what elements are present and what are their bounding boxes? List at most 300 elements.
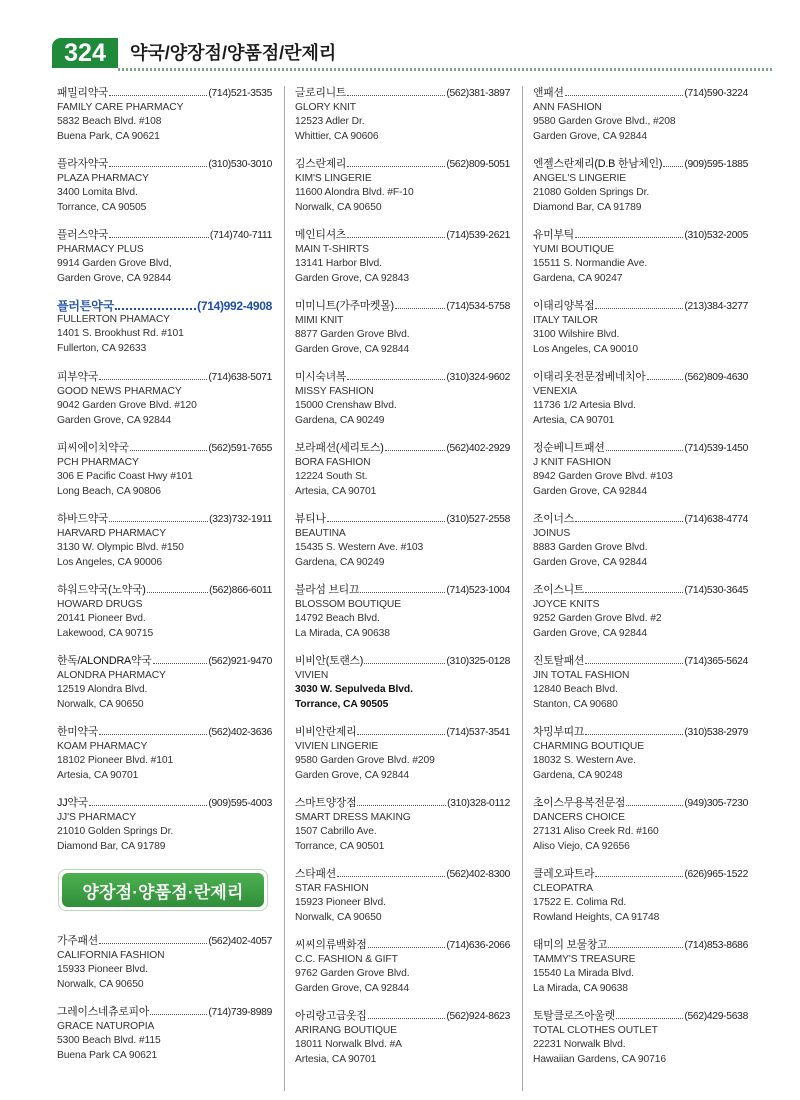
- listing-entry: [295, 512, 510, 583]
- city-state-zip: Garden Grove, CA 92844: [533, 556, 647, 568]
- business-name: 유미부틱: [533, 229, 574, 241]
- street-address: 9762 Garden Grove Blvd.: [295, 968, 410, 980]
- city-state-zip: Garden Grove, CA 92844: [57, 414, 171, 426]
- listing-header-line: [533, 441, 748, 456]
- business-name: 가주패션: [57, 935, 98, 947]
- phone-number: (562)591-7655: [208, 443, 272, 454]
- street-address: 11736 1/2 Artesia Blvd.: [533, 400, 636, 412]
- listing-entry: [295, 725, 510, 796]
- street-address: 21010 Golden Springs Dr.: [57, 826, 174, 838]
- city-state-zip: Norwalk, CA 90650: [57, 698, 144, 710]
- phone-number: (310)530-3010: [208, 159, 272, 170]
- phone-number: (714)539-2621: [446, 230, 510, 241]
- listing-column-2: [295, 86, 510, 1080]
- business-name: 조이너스: [533, 513, 574, 525]
- english-name: ARIRANG BOUTIQUE: [295, 1025, 397, 1037]
- listing-header-line: [295, 938, 510, 953]
- english-name: BORA FASHION: [295, 457, 371, 469]
- listing-entry: [57, 86, 272, 157]
- business-name: 토탈클로즈아울렛: [533, 1010, 615, 1022]
- listing-entry: [295, 299, 510, 370]
- dot-leader: [153, 656, 208, 664]
- listing-entry: [57, 228, 272, 299]
- business-name: 진토탈패션: [533, 655, 585, 667]
- listing-header-line: [533, 512, 748, 527]
- listing-entry: [533, 512, 748, 583]
- city-state-zip: Garden Grove, CA 92844: [295, 769, 409, 781]
- dot-leader: [565, 88, 684, 96]
- street-address: 15000 Crenshaw Blvd.: [295, 400, 397, 412]
- listing-header-line: [295, 725, 510, 740]
- dot-leader: [150, 1007, 207, 1015]
- english-name: MIMI KNIT: [295, 315, 344, 327]
- dot-leader: [663, 159, 683, 167]
- listing-header-line: [533, 938, 748, 953]
- street-address: 15923 Pioneer Blvd.: [295, 897, 386, 909]
- business-name: 씨씨의류백화점: [295, 939, 367, 951]
- business-name: 아리랑고급옷집: [295, 1010, 367, 1022]
- english-name: PHARMACY PLUS: [57, 244, 144, 256]
- dot-leader: [147, 585, 208, 593]
- english-name: PCH PHARMACY: [57, 457, 139, 469]
- english-name: TOTAL CLOTHES OUTLET: [533, 1025, 658, 1037]
- phone-number: (714)530-3645: [684, 585, 748, 596]
- phone-number: (714)638-5071: [208, 372, 272, 383]
- listing-entry: [57, 512, 272, 583]
- listing-header-line: [295, 299, 510, 314]
- listing-header-line: [533, 228, 748, 243]
- business-name: 플라자약국: [57, 158, 109, 170]
- dot-leader: [99, 372, 207, 380]
- city-state-zip: Fullerton, CA 92633: [57, 342, 147, 354]
- phone-number: (562)381-3897: [446, 88, 510, 99]
- listing-header-line: [533, 796, 748, 811]
- listing-entry: [57, 796, 272, 867]
- phone-number: (714)523-1004: [446, 585, 510, 596]
- english-name: TAMMY'S TREASURE: [533, 954, 636, 966]
- city-state-zip: Los Angeles, CA 90006: [57, 556, 162, 568]
- listing-header-line: [57, 654, 272, 669]
- city-state-zip: Gardena, CA 90249: [295, 414, 385, 426]
- phone-number: (562)402-3636: [208, 727, 272, 738]
- dot-leader: [357, 798, 446, 806]
- listing-entry: [295, 654, 510, 725]
- street-address: 15540 La Mirada Blvd.: [533, 968, 634, 980]
- street-address: 8942 Garden Grove Blvd. #103: [533, 471, 673, 483]
- street-address: 18032 S. Western Ave.: [533, 755, 636, 767]
- phone-number: (714)539-1450: [684, 443, 748, 454]
- business-name: 초이스무용복전문점: [533, 797, 626, 809]
- phone-number: (562)402-8300: [446, 869, 510, 880]
- street-address: 22231 Norwalk Blvd.: [533, 1039, 626, 1051]
- listing-entry: [533, 370, 748, 441]
- city-state-zip: Buena Park CA 90621: [57, 1049, 157, 1061]
- dot-leader: [575, 230, 683, 238]
- street-address: 9914 Garden Grove Blvd,: [57, 258, 172, 270]
- business-name: 차밍부띠끄: [533, 726, 585, 738]
- english-name: JIN TOTAL FASHION: [533, 670, 630, 682]
- listing-entry: [295, 867, 510, 938]
- business-name: 김스란제리: [295, 158, 347, 170]
- business-name: JJ약국: [57, 797, 88, 809]
- phone-number: (562)924-8623: [446, 1011, 510, 1022]
- page-header: [52, 38, 772, 74]
- listing-header-line: [295, 157, 510, 172]
- city-state-zip: Garden Grove, CA 92844: [57, 272, 171, 284]
- dot-leader: [595, 301, 683, 309]
- business-name: 플러튼약국: [57, 299, 114, 313]
- english-name: C.C. FASHION & GIFT: [295, 954, 398, 966]
- listing-header-line: [57, 725, 272, 740]
- dot-leader: [647, 372, 684, 380]
- dot-leader: [89, 798, 207, 806]
- listing-header-line: [533, 867, 748, 882]
- business-name: 이태리옷전문점베네치아: [533, 371, 646, 383]
- business-name: 그레이스네츄로피아: [57, 1006, 150, 1018]
- english-name: FULLERTON PHAMACY: [57, 314, 170, 326]
- street-address: 3400 Lomita Blvd.: [57, 187, 138, 199]
- listing-entry: [57, 157, 272, 228]
- dot-leader: [109, 514, 208, 522]
- city-state-zip: Torrance, CA 90501: [295, 840, 385, 852]
- street-address: 9580 Garden Grove Blvd., #208: [533, 116, 676, 128]
- business-name: 정순베니트패션: [533, 442, 605, 454]
- listing-entry: [533, 654, 748, 725]
- business-name: 플러스약국: [57, 229, 109, 241]
- listing-entry: [533, 228, 748, 299]
- street-address: 20141 Pioneer Bvd.: [57, 613, 146, 625]
- dot-leader: [347, 88, 445, 96]
- business-name: 보라패션(세리토스): [295, 442, 384, 454]
- business-name: 피씨에이치약국: [57, 442, 129, 454]
- business-name: 미미니트(가주마켓몰): [295, 300, 394, 312]
- city-state-zip: Torrance, CA 90505: [57, 201, 147, 213]
- business-name: 한미약국: [57, 726, 98, 738]
- city-state-zip: Artesia, CA 90701: [295, 1053, 377, 1065]
- phone-number: (310)538-2979: [684, 727, 748, 738]
- listing-header-line: [295, 512, 510, 527]
- listing-entry: [533, 725, 748, 796]
- column-divider: [522, 86, 523, 1091]
- listing-entry: [57, 441, 272, 512]
- phone-number: (310)324-9602: [446, 372, 510, 383]
- listing-column-1-continued: [57, 934, 272, 1076]
- street-address: 8877 Garden Grove Blvd.: [295, 329, 410, 341]
- phone-number: (310)328-0112: [447, 798, 510, 809]
- phone-number: (562)809-4630: [684, 372, 748, 383]
- street-address: 5300 Beach Blvd. #115: [57, 1035, 161, 1047]
- phone-number: (626)965-1522: [684, 869, 748, 880]
- dot-leader: [360, 585, 445, 593]
- dot-leader: [130, 443, 208, 451]
- phone-number: (714)636-2066: [446, 940, 510, 951]
- dot-leader: [109, 159, 207, 167]
- phone-number: (909)595-4003: [208, 798, 272, 809]
- city-state-zip: Gardena, CA 90247: [533, 272, 623, 284]
- dot-leader: [337, 869, 445, 877]
- english-name: JJ'S PHARMACY: [57, 812, 137, 824]
- page-title: 약국/양장점/양품점/란제리: [130, 43, 337, 63]
- listing-header-line: [533, 654, 748, 669]
- listing-header-line: [57, 299, 272, 313]
- english-name: JOINUS: [533, 528, 571, 540]
- dot-leader: [626, 798, 683, 806]
- english-name: BEAUTINA: [295, 528, 346, 540]
- listing-entry: [533, 86, 748, 157]
- street-address: 18102 Pioneer Blvd. #101: [57, 755, 174, 767]
- english-name: ANN FASHION: [533, 102, 602, 114]
- listing-entry: [57, 299, 272, 370]
- business-name: 하바드약국: [57, 513, 109, 525]
- listing-header-line: [295, 441, 510, 456]
- phone-number: (562)402-4057: [208, 936, 272, 947]
- dot-leader: [357, 727, 445, 735]
- listing-header-line: [533, 299, 748, 314]
- city-state-zip: Norwalk, CA 90650: [295, 911, 382, 923]
- listing-header-line: [57, 441, 272, 456]
- english-name: HOWARD DRUGS: [57, 599, 143, 611]
- listing-header-line: [295, 796, 510, 811]
- street-address: 12519 Alondra Blvd.: [57, 684, 148, 696]
- street-address: 27131 Aliso Creek Rd. #160: [533, 826, 659, 838]
- listing-entry: [57, 934, 272, 1005]
- dot-leader: [347, 372, 445, 380]
- english-name: ANGEL'S LINGERIE: [533, 173, 627, 185]
- phone-number: (562)921-9470: [208, 656, 272, 667]
- street-address: 15933 Pioneer Blvd.: [57, 964, 148, 976]
- english-name: VIVIEN LINGERIE: [295, 741, 379, 753]
- english-name: GRACE NATUROPIA: [57, 1021, 155, 1033]
- listing-entry: [533, 299, 748, 370]
- city-state-zip: Artesia, CA 90701: [533, 414, 615, 426]
- listing-header-line: [57, 934, 272, 949]
- phone-number: (714)739-8989: [208, 1007, 272, 1018]
- street-address: 15435 S. Western Ave. #103: [295, 542, 424, 554]
- english-name: GLORY KNIT: [295, 102, 356, 114]
- listing-header-line: [57, 370, 272, 385]
- business-name: 비비안(토랜스): [295, 655, 364, 667]
- phone-number: (310)527-2558: [446, 514, 510, 525]
- business-name: 미시숙녀복: [295, 371, 347, 383]
- street-address: 1507 Cabrillo Ave.: [295, 826, 377, 838]
- city-state-zip: Garden Grove, CA 92844: [533, 130, 647, 142]
- city-state-zip: Whittier, CA 90606: [295, 130, 379, 142]
- listing-header-line: [295, 228, 510, 243]
- english-name: ALONDRA PHARMACY: [57, 670, 166, 682]
- listing-entry: [295, 441, 510, 512]
- category-banner: [58, 869, 268, 911]
- street-address: 12224 South St.: [295, 471, 368, 483]
- business-name: 스마트양장점: [295, 797, 357, 809]
- dot-leader: [115, 302, 196, 310]
- phone-number: (714)537-3541: [446, 727, 510, 738]
- english-name: SMART DRESS MAKING: [295, 812, 411, 824]
- city-state-zip: Diamond Bar, CA 91789: [533, 201, 642, 213]
- listing-entry: [533, 583, 748, 654]
- listing-header-line: [533, 1009, 748, 1024]
- street-address: 9042 Garden Grove Blvd. #120: [57, 400, 197, 412]
- dot-leader: [585, 656, 683, 664]
- phone-number: (714)740-7111: [209, 230, 272, 241]
- listing-header-line: [533, 157, 748, 172]
- listing-header-line: [295, 654, 510, 669]
- street-address: 12840 Beach Blvd.: [533, 684, 618, 696]
- street-address: 9580 Garden Grove Blvd. #209: [295, 755, 435, 767]
- city-state-zip: Artesia, CA 90701: [295, 485, 377, 497]
- street-address: 8883 Garden Grove Blvd.: [533, 542, 648, 554]
- listing-entry: [295, 938, 510, 1009]
- listing-header-line: [57, 228, 272, 243]
- business-name: 비비안란제리: [295, 726, 357, 738]
- street-address: 17522 E. Colima Rd.: [533, 897, 627, 909]
- phone-number: (714)638-4774: [684, 514, 748, 525]
- business-name: 이태리양복점: [533, 300, 595, 312]
- english-name: KOAM PHARMACY: [57, 741, 148, 753]
- listing-entry: [533, 867, 748, 938]
- listing-header-line: [533, 583, 748, 598]
- phone-number: (213)384-3277: [684, 301, 748, 312]
- city-state-zip: Garden Grove, CA 92843: [295, 272, 409, 284]
- business-name: 하워드약국(노약국): [57, 584, 146, 596]
- listing-column-1: [57, 86, 272, 867]
- business-name: 엔젤스란제리(D.B 한남체인): [533, 158, 663, 170]
- city-state-zip: Gardena, CA 90249: [295, 556, 385, 568]
- business-name: 태미의 보물창고: [533, 939, 608, 951]
- city-state-zip: Stanton, CA 90680: [533, 698, 618, 710]
- city-state-zip: Rowland Heights, CA 91748: [533, 911, 660, 923]
- dot-leader: [395, 301, 445, 309]
- english-name: J KNIT FASHION: [533, 457, 611, 469]
- dot-leader: [109, 88, 207, 96]
- english-name: STAR FASHION: [295, 883, 369, 895]
- phone-number: (949)305-7230: [684, 798, 748, 809]
- listing-entry: [533, 1009, 748, 1080]
- city-state-zip: Norwalk, CA 90650: [295, 201, 382, 213]
- street-address: 9252 Garden Grove Blvd. #2: [533, 613, 662, 625]
- dot-leader: [585, 727, 683, 735]
- listing-header-line: [295, 583, 510, 598]
- dot-leader: [347, 230, 445, 238]
- dot-leader: [606, 443, 684, 451]
- business-name: 클레오파트라: [533, 868, 595, 880]
- street-address: 5832 Beach Blvd. #108: [57, 116, 162, 128]
- english-name: FAMILY CARE PHARMACY: [57, 102, 184, 114]
- english-name: KIM'S LINGERIE: [295, 173, 372, 185]
- dot-leader: [99, 727, 207, 735]
- phone-number: (562)429-5638: [684, 1011, 748, 1022]
- listing-entry: [57, 583, 272, 654]
- phone-number: (909)595-1885: [684, 159, 748, 170]
- city-state-zip: Aliso Viejo, CA 92656: [533, 840, 630, 852]
- phone-number: (714)853-8686: [684, 940, 748, 951]
- street-address: 14792 Beach Blvd.: [295, 613, 380, 625]
- listing-entry: [533, 157, 748, 228]
- dot-leader: [608, 940, 683, 948]
- listing-entry: [57, 654, 272, 725]
- city-state-zip: Garden Grove, CA 92844: [295, 982, 409, 994]
- city-state-zip: Long Beach, CA 90806: [57, 485, 161, 497]
- phone-number: (714)521-3535: [208, 88, 272, 99]
- dot-leader: [364, 656, 445, 664]
- city-state-zip: La Mirada, CA 90638: [295, 627, 390, 639]
- phone-number: (714)590-3224: [684, 88, 748, 99]
- listing-entry: [533, 938, 748, 1009]
- listing-entry: [57, 370, 272, 441]
- english-name: ITALY TAILOR: [533, 315, 598, 327]
- city-state-zip: Lakewood, CA 90715: [57, 627, 154, 639]
- listing-entry: [533, 796, 748, 867]
- street-address: 11600 Alondra Blvd. #F-10: [295, 187, 414, 199]
- business-name: 뷰티나: [295, 513, 326, 525]
- english-name: GOOD NEWS PHARMACY: [57, 386, 182, 398]
- page-number: 324: [52, 38, 118, 68]
- dot-leader: [109, 230, 209, 238]
- street-address: 13141 Harbor Blvd.: [295, 258, 382, 270]
- english-name: CLEOPATRA: [533, 883, 593, 895]
- listing-header-line: [533, 370, 748, 385]
- listing-entry: [295, 583, 510, 654]
- city-state-zip: Buena Park, CA 90621: [57, 130, 160, 142]
- listing-entry: [295, 1009, 510, 1080]
- phone-number: (323)732-1911: [209, 514, 272, 525]
- dot-leader: [595, 869, 683, 877]
- street-address: 12523 Adler Dr.: [295, 116, 365, 128]
- dot-leader: [616, 1011, 684, 1019]
- business-name: 메인티셔츠: [295, 229, 347, 241]
- city-state-zip: Gardena, CA 90248: [533, 769, 623, 781]
- english-name: CHARMING BOUTIQUE: [533, 741, 644, 753]
- english-name: JOYCE KNITS: [533, 599, 600, 611]
- category-banner-label: 양장점·양품점·란제리: [82, 882, 244, 902]
- dot-leader: [99, 936, 207, 944]
- english-name: CALIFORNIA FASHION: [57, 950, 165, 962]
- english-name: DANCERS CHOICE: [533, 812, 625, 824]
- street-address: 15511 S. Normandie Ave.: [533, 258, 648, 270]
- city-state-zip: Garden Grove, CA 92844: [533, 627, 647, 639]
- english-name: BLOSSOM BOUTIQUE: [295, 599, 401, 611]
- business-name: 글로리니트: [295, 87, 347, 99]
- english-name: VENEXIA: [533, 386, 577, 398]
- street-address: 1401 S. Brookhust Rd. #101: [57, 328, 184, 340]
- phone-number: (562)866-6011: [209, 585, 272, 596]
- street-address: 3130 W. Olympic Blvd. #150: [57, 542, 184, 554]
- city-state-zip: Hawaiian Gardens, CA 90716: [533, 1053, 667, 1065]
- business-name: 한독/ALONDRA약국: [57, 655, 152, 667]
- street-address: 3030 W. Sepulveda Blvd.: [295, 684, 413, 696]
- listing-header-line: [57, 512, 272, 527]
- listing-header-line: [57, 157, 272, 172]
- dot-leader: [385, 443, 446, 451]
- phone-number: (562)402-2929: [446, 443, 510, 454]
- business-name: 조이스니트: [533, 584, 585, 596]
- street-address: 3100 Wilshire Blvd.: [533, 329, 620, 341]
- column-divider: [284, 86, 285, 1091]
- listing-header-line: [533, 725, 748, 740]
- listing-header-line: [57, 1005, 272, 1020]
- listing-header-line: [295, 1009, 510, 1024]
- dot-leader: [368, 1011, 446, 1019]
- phone-number: (310)532-2005: [684, 230, 748, 241]
- english-name: MISSY FASHION: [295, 386, 374, 398]
- dot-leader: [368, 940, 446, 948]
- business-name: 앤패션: [533, 87, 564, 99]
- city-state-zip: Artesia, CA 90701: [57, 769, 139, 781]
- listing-header-line: [295, 86, 510, 101]
- listing-entry: [295, 796, 510, 867]
- listing-entry: [295, 86, 510, 157]
- listing-entry: [57, 1005, 272, 1076]
- phone-number: (310)325-0128: [446, 656, 510, 667]
